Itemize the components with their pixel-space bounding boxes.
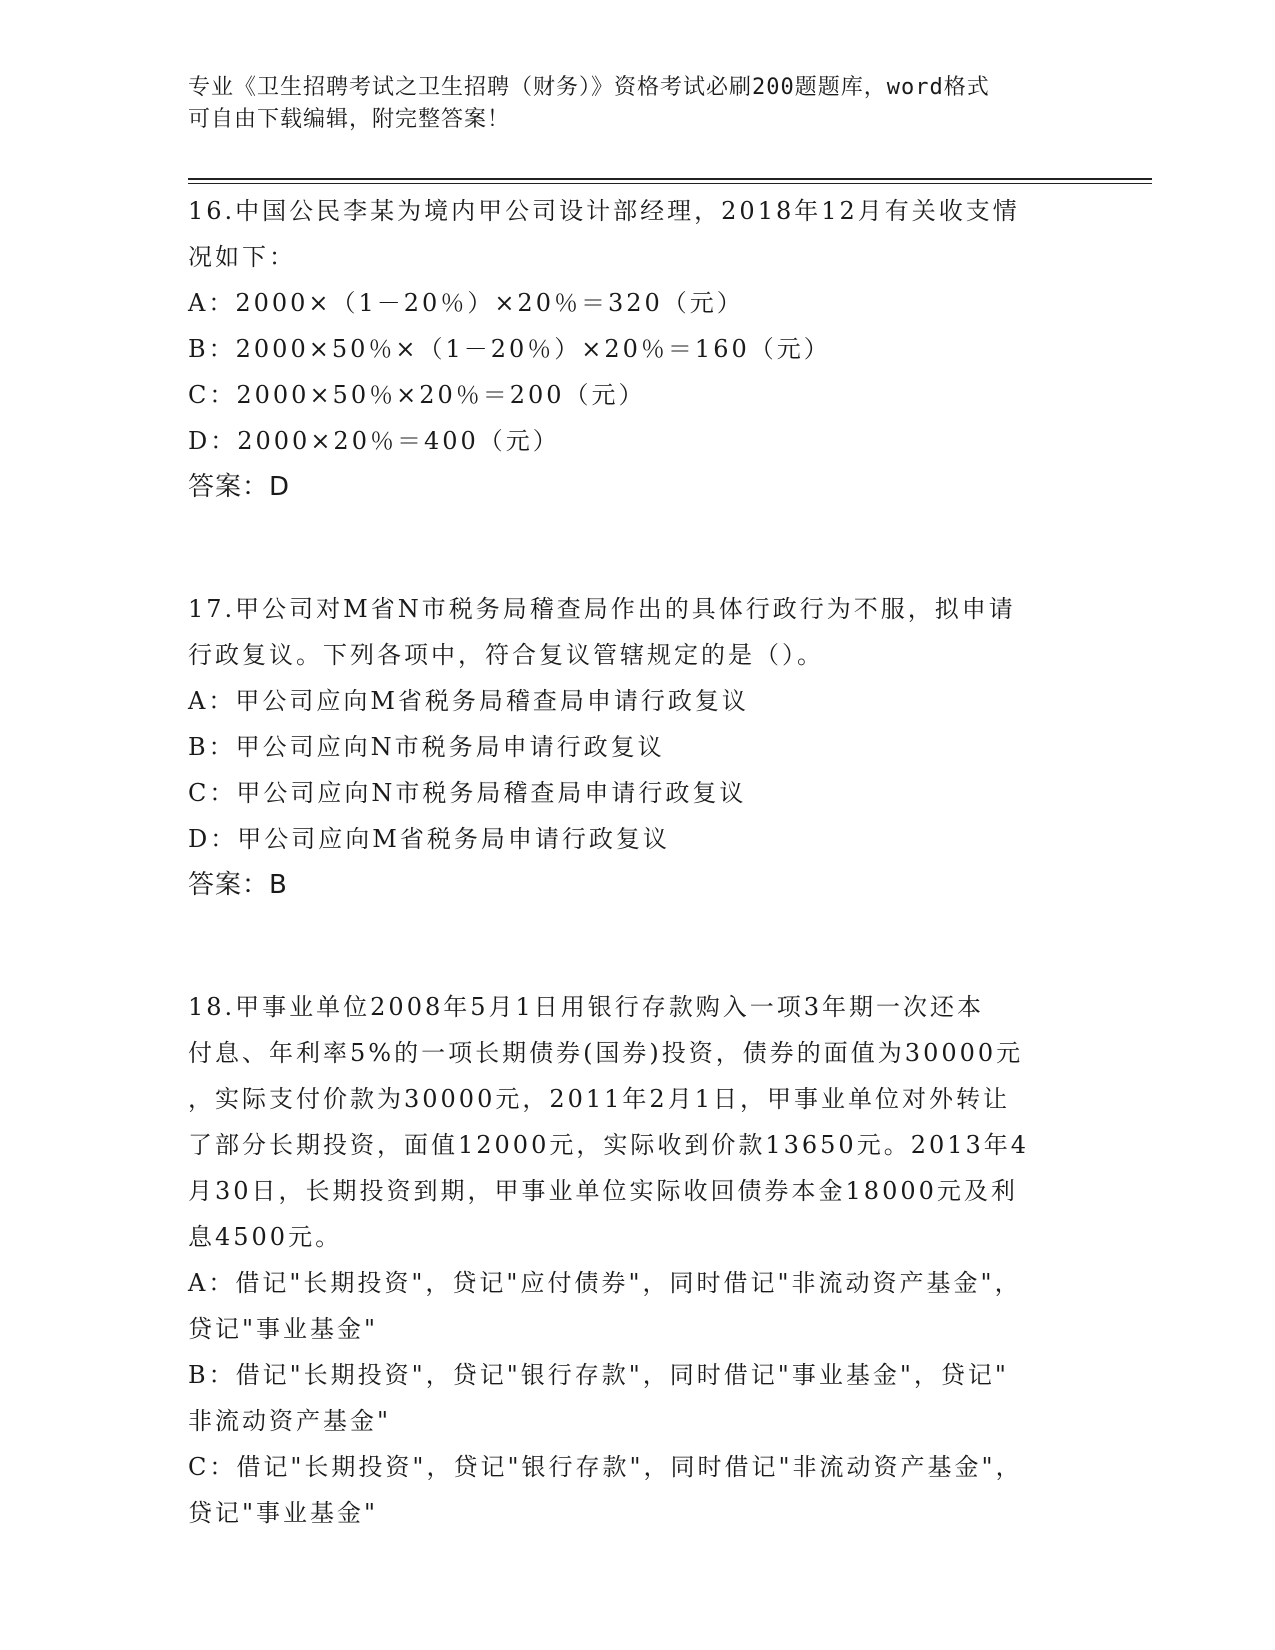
option-a-continued: 贷记"事业基金" [188, 1315, 379, 1343]
header-line-2: 可自由下载编辑，附完整答案！ [188, 107, 511, 132]
header-line-1: 专业《卫生招聘考试之卫生招聘（财务）》资格考试必刷200题题库，word格式 [188, 75, 990, 100]
answer-label: 答案：B [188, 870, 288, 900]
question-text-line: 付息、年利率5%的一项长期债券(国券)投资，债券的面值为30000元 [188, 1039, 1024, 1067]
answer-label: 答案：D [188, 472, 291, 502]
option-c: C：甲公司应向N市税务局稽查局申请行政复议 [188, 779, 747, 807]
question-text-line: 况如下： [188, 243, 296, 271]
question-text-line: 行政复议。下列各项中，符合复议管辖规定的是（）。 [188, 641, 824, 669]
question-text-line: 息4500元。 [188, 1223, 343, 1251]
option-c: C：2000×50％×20％＝200（元） [188, 381, 646, 409]
question-text-line: 17.甲公司对M省N市税务局稽查局作出的具体行政行为不服，拟申请 [188, 595, 1016, 623]
question-18 [188, 984, 1088, 1536]
question-17 [188, 586, 1088, 908]
option-d: D：甲公司应向M省税务局申请行政复议 [188, 825, 670, 853]
question-text-line: 了部分长期投资，面值12000元，实际收到价款13650元。2013年4 [188, 1131, 1030, 1159]
question-text-line: 18.甲事业单位2008年5月1日用银行存款购入一项3年期一次还本 [188, 993, 985, 1021]
option-d: D：2000×20％＝400（元） [188, 427, 560, 455]
option-b-continued: 非流动资产基金" [188, 1407, 392, 1435]
document-header [188, 72, 1068, 136]
option-a: A：2000×（1－20％）×20％＝320（元） [188, 289, 744, 317]
question-gap [188, 908, 1088, 984]
question-list [188, 188, 1088, 1536]
question-text-line: ，实际支付价款为30000元，2011年2月1日，甲事业单位对外转让 [188, 1085, 1010, 1113]
question-gap [188, 510, 1088, 586]
option-c-continued: 贷记"事业基金" [188, 1499, 379, 1527]
header-rule-thick [188, 178, 1152, 180]
option-c: C：借记"长期投资"，贷记"银行存款"，同时借记"非流动资产基金"， [188, 1453, 1023, 1481]
question-text-line: 月30日，长期投资到期，甲事业单位实际收回债券本金18000元及利 [188, 1177, 1018, 1205]
option-b: B：甲公司应向N市税务局申请行政复议 [188, 733, 665, 761]
header-rule-thin [188, 183, 1152, 184]
option-a: A：借记"长期投资"，贷记"应付债券"，同时借记"非流动资产基金"， [188, 1269, 1022, 1297]
option-b: B：借记"长期投资"，贷记"银行存款"，同时借记"事业基金"，贷记" [188, 1361, 1009, 1389]
option-a: A：甲公司应向M省税务局稽查局申请行政复议 [188, 687, 749, 715]
question-16 [188, 188, 1088, 510]
question-text-line: 16.中国公民李某为境内甲公司设计部经理，2018年12月有关收支情 [188, 197, 1020, 225]
option-b: B：2000×50％×（1－20％）×20％＝160（元） [188, 335, 831, 363]
